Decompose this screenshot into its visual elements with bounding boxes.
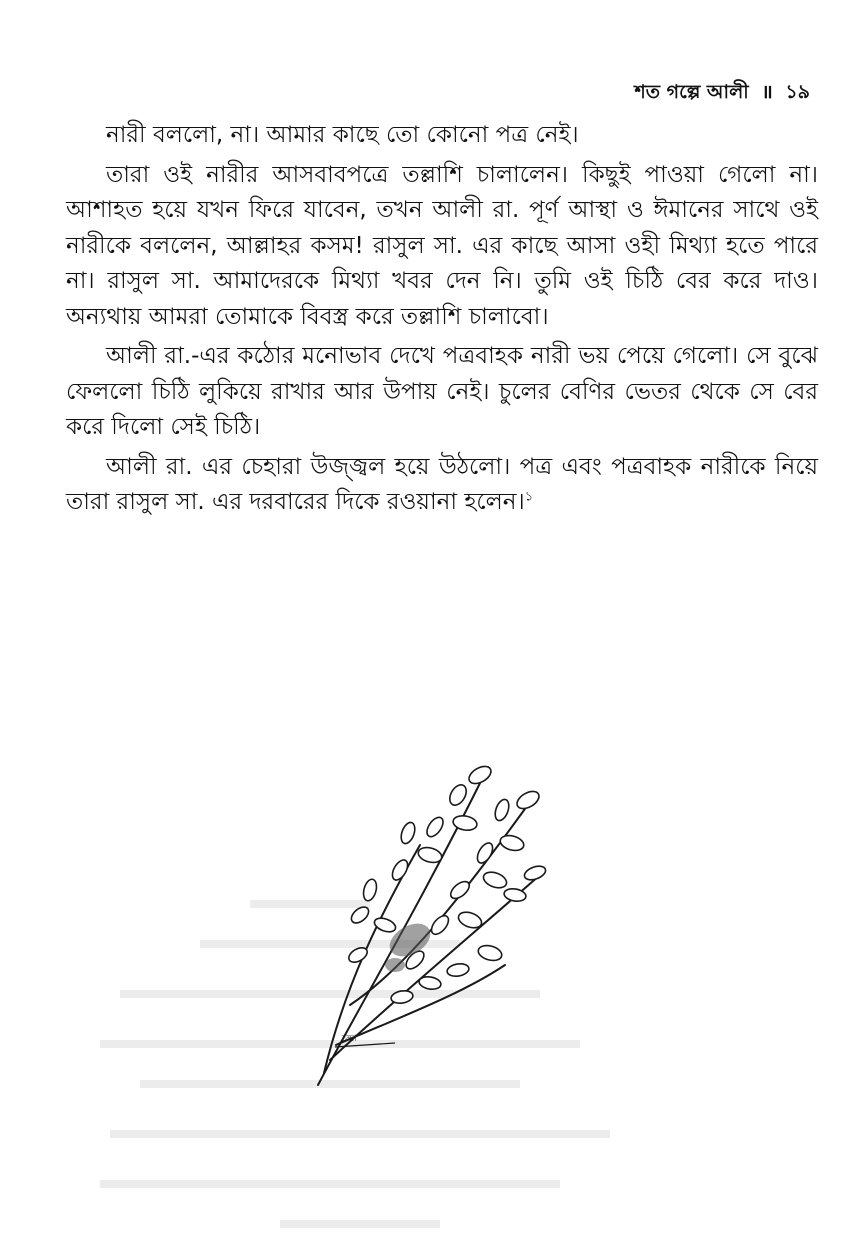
running-header bbox=[635, 78, 810, 110]
paragraph-4-text: আলী রা. এর চেহারা উজ্জ্বল হয়ে উঠলো। পত্র এবং পত্রবাহক নারীকে নিয়ে তারা রাসুল সা. এর দরবারের দিকে রওয়ানা হলেন। bbox=[66, 453, 818, 515]
paragraph-4 bbox=[66, 450, 818, 521]
artist-signature: চন্দ্রা bbox=[342, 1034, 357, 1044]
paragraph-3: আলী রা.-এর কঠোর মনোভাব দেখে পত্রবাহক নারী ভয় পেয়ে গেলো। সে বুঝে ফেললো চিঠি লুকিয়ে রাখার আর উপায় নেই। চুলের বেণির ভেতর থেকে সে বের করে দিলো সেই চিঠি। bbox=[66, 343, 818, 440]
paragraph-2: তারা ওই নারীর আসবাবপত্রে তল্লাশি চালালেন। কিছুই পাওয়া গেলো না। আশাহত হয়ে যখন ফিরে যাবেন, তখন আলী রা. পূর্ণ আস্থা ও ঈমানের সাথে ওই নারীকে বললেন, আল্লাহর কসম! রাসুল সা. এর কাছে আসা ওহী মিথ্যা হতে পারে না। রাসুল সা. আমাদেরকে মিথ্যা খবর দেন নি। তুমি ওই চিঠি বের করে দাও। অন্যথায় আমরা তোমাকে বিবস্ত্র করে তল্লাশি চালাবো। bbox=[66, 161, 818, 330]
header-separator: ॥ bbox=[761, 81, 773, 103]
book-title: শত গল্পে আলী bbox=[634, 81, 749, 103]
stem-right bbox=[330, 875, 540, 1060]
page-number: ১৯ bbox=[785, 81, 810, 103]
paragraph-1: নারী বললো, না। আমার কাছে তো কোনো পত্র নেই। bbox=[106, 122, 579, 148]
footnote-marker: ১ bbox=[524, 489, 534, 505]
floral-sprig-icon bbox=[290, 755, 550, 1095]
body-text bbox=[66, 118, 818, 525]
